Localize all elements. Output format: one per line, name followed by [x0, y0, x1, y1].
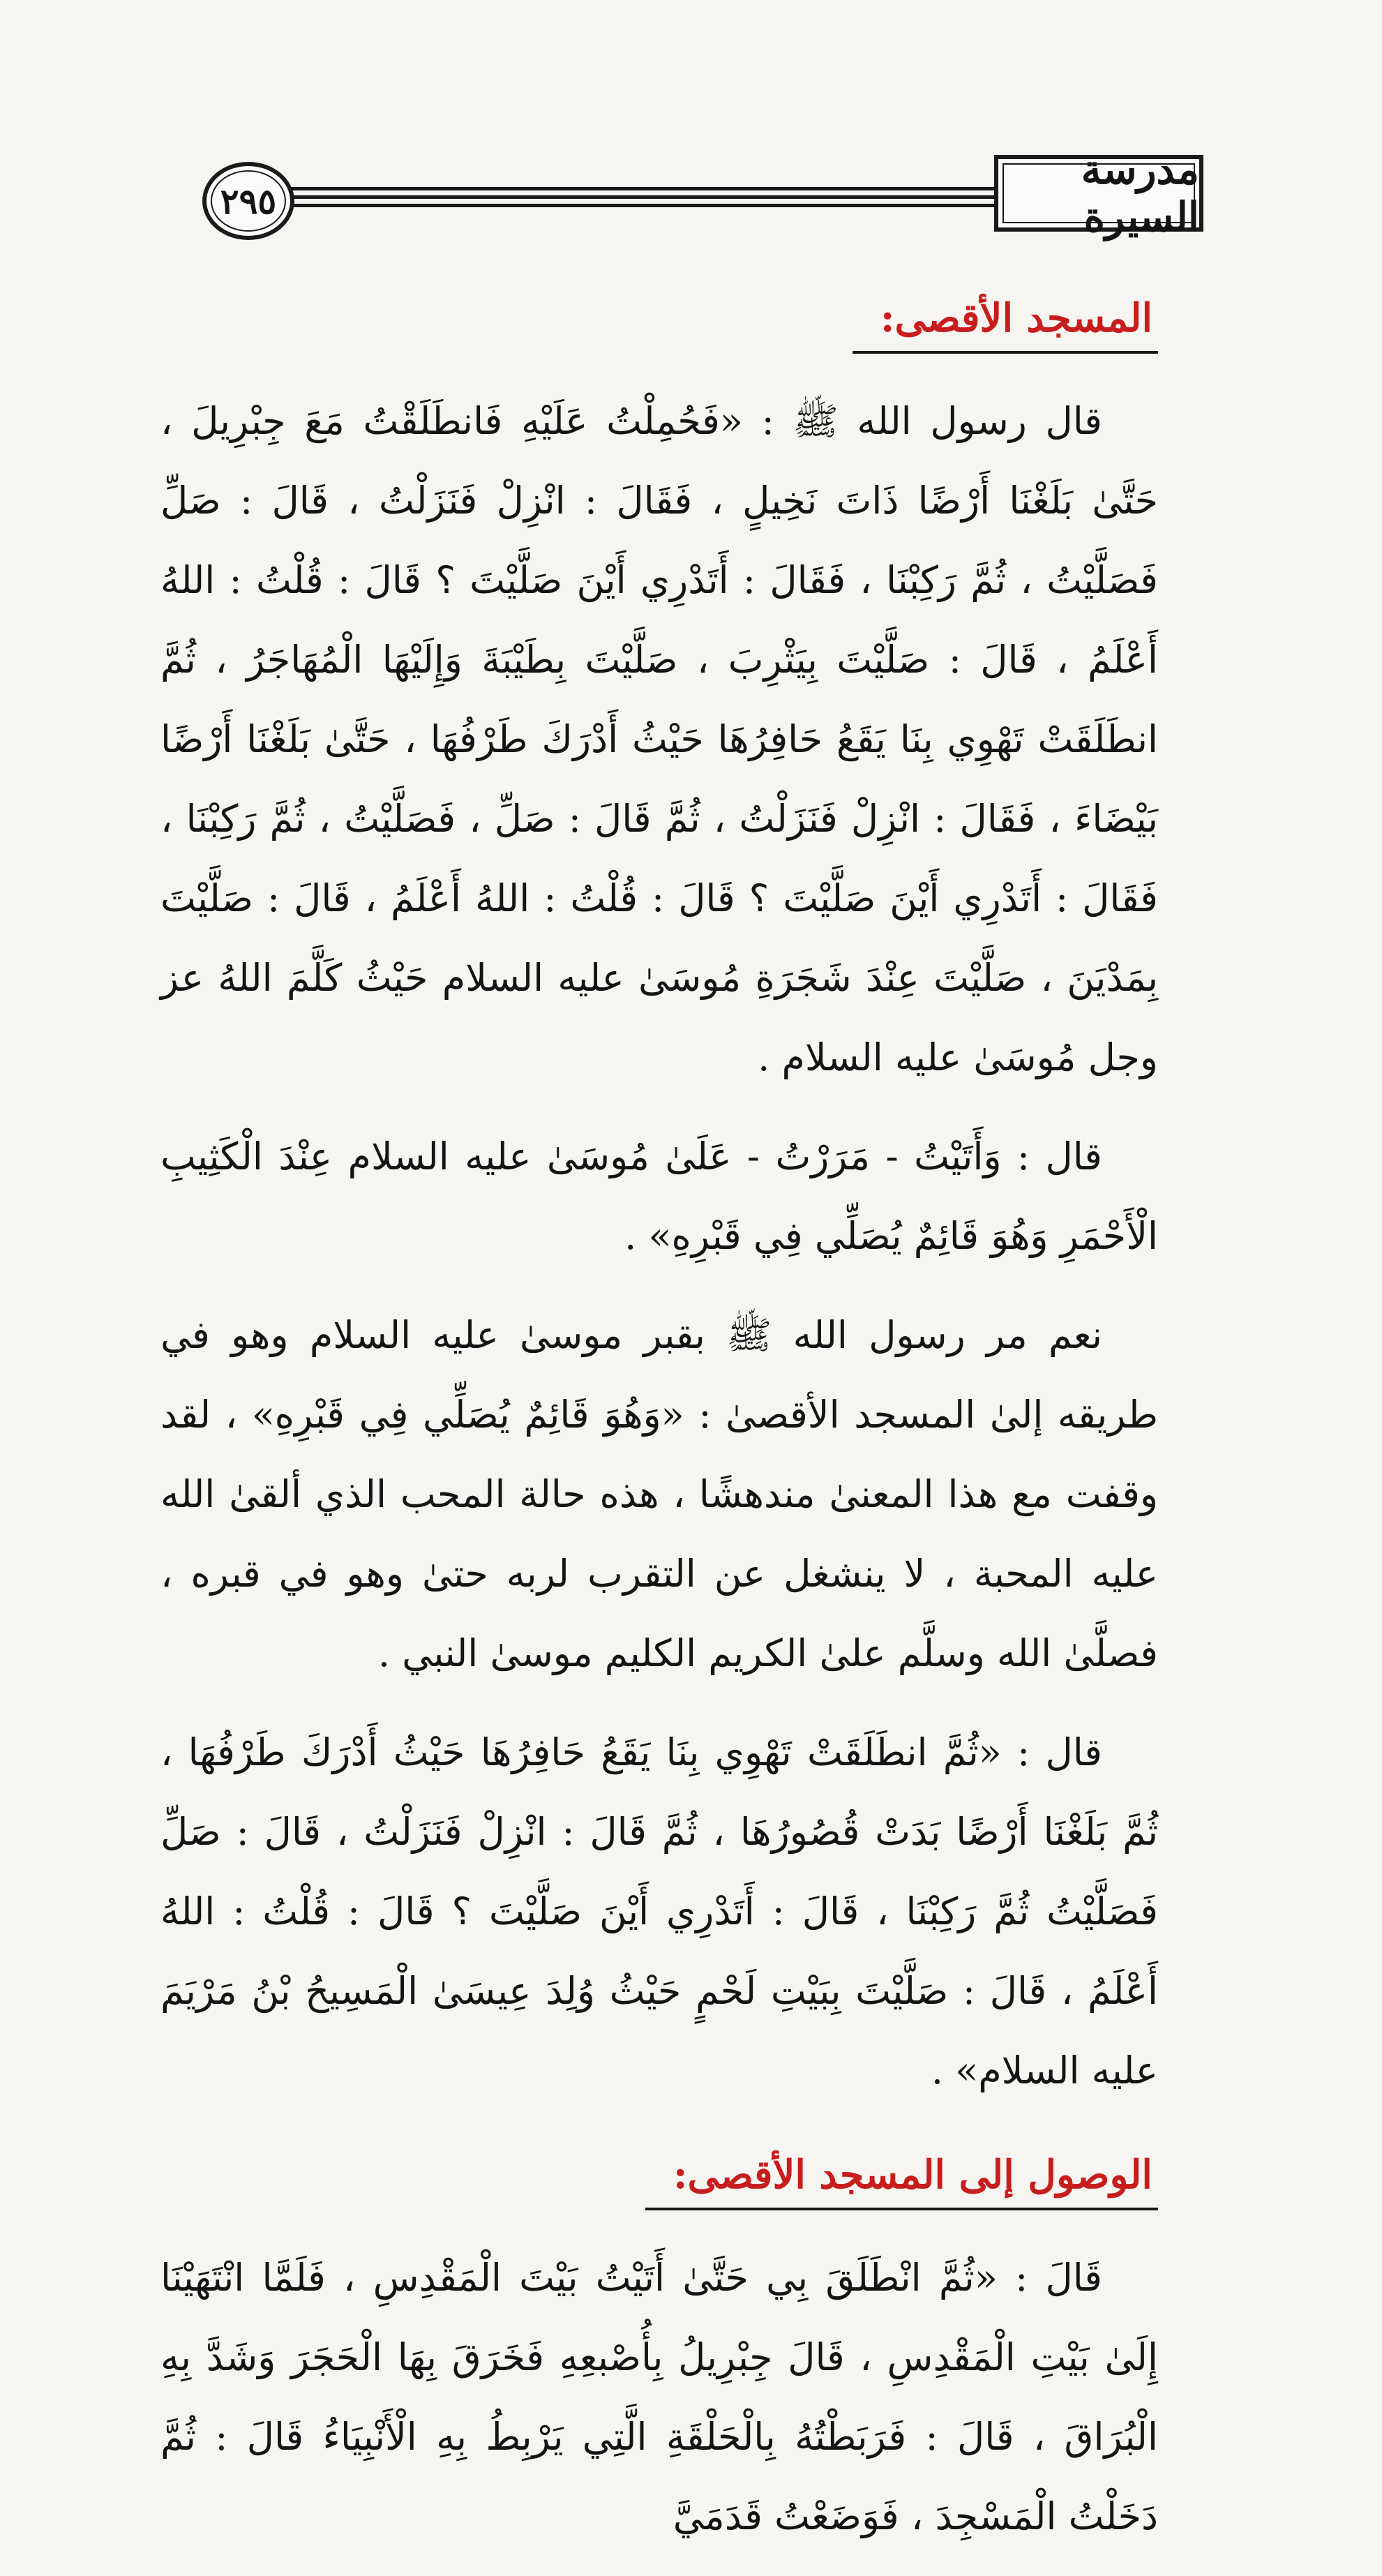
header-rule — [286, 195, 994, 199]
paragraph: قَالَ : «ثُمَّ انْطَلَقَ بِي حَتَّىٰ أَتَيْتُ بَيْتَ الْمَقْدِسِ ، فَلَمَّا انْتَهَيْنَا إِلَىٰ بَيْتِ الْمَقْدِسِ ، قَالَ جِبْرِيلُ بِأُصْبعِهِ فَخَرَقَ بِهَا الْحَجَرَ وَشَدَّ بِهِ الْبُرَاقَ ، قَالَ : فَرَبَطْتُهُ بِالْحَلْقَةِ الَّتِي يَرْبِطُ بِهِ الْأَنْبِيَاءُ قَالَ : ثُمَّ دَخَلْتُ الْمَسْجِدَ ، فَوَضَعْتُ قَدَمَيَّ — [160, 2256, 1158, 2538]
page-body — [160, 279, 1158, 2576]
paragraph: نعم مر رسول الله ﷺ بقبر موسىٰ عليه السلام وهو في طريقه إلىٰ المسجد الأقصىٰ : «وَهُوَ قَائِمٌ يُصَلِّي فِي قَبْرِهِ» ، لقد وقفت مع هذا المعنىٰ مندهشًا ، هذه حالة المحب الذي ألقىٰ الله عليه المحبة ، لا ينشغل عن التقرب لربه حتىٰ وهو في قبره ، فصلَّىٰ الله وسلَّم علىٰ الكريم الكليم موسىٰ النبي . — [160, 1313, 1158, 1675]
page-number: ٢٩٥ — [202, 162, 294, 240]
page-header — [164, 146, 1203, 241]
section-heading: المسجد الأقصى: — [853, 287, 1158, 354]
section-heading: الوصول إلى المسجد الأقصى: — [645, 2143, 1158, 2210]
header-rule — [286, 187, 994, 190]
book-title: مدرسة السيرة — [994, 155, 1203, 232]
paragraph: قال : «ثُمَّ انطَلَقَتْ تَهْوِي بِنَا يَقَعُ حَافِرُهَا حَيْثُ أَدْرَكَ طَرْفُهَا ، ثُمَّ بَلَغْنَا أَرْضًا بَدَتْ قُصُورُهَا ، ثُمَّ قَالَ : انْزِلْ فَنَزَلْتُ ، قَالَ : صَلِّ فَصَلَّيْتُ ثُمَّ رَكِبْنَا ، قَالَ : أَتَدْرِي أَيْنَ صَلَّيْتَ ؟ قَالَ : قُلْتُ : اللهُ أَعْلَمُ ، قَالَ : صَلَّيْتَ بِبَيْتِ لَحْمٍ حَيْثُ وُلِدَ عِيسَىٰ الْمَسِيحُ بْنُ مَرْيَمَ عليه السلام» . — [160, 1730, 1158, 2092]
header-rule — [286, 204, 994, 207]
paragraph: قال : وَأَتَيْتُ - مَرَرْتُ - عَلَىٰ مُوسَىٰ عليه السلام عِنْدَ الْكَثِيبِ الْأَحْمَرِ وَهُوَ قَائِمٌ يُصَلِّي فِي قَبْرِهِ» . — [160, 1135, 1158, 1258]
paragraph: قال رسول الله ﷺ : «فَحُمِلْتُ عَلَيْهِ فَانطَلَقْتُ مَعَ جِبْرِيلَ ، حَتَّىٰ بَلَغْنَا أَرْضًا ذَاتَ نَخِيلٍ ، فَقَالَ : انْزِلْ فَنَزَلْتُ ، قَالَ : صَلِّ فَصَلَّيْتُ ، ثُمَّ رَكِبْنَا ، فَقَالَ : أَتَدْرِي أَيْنَ صَلَّيْتَ ؟ قَالَ : قُلْتُ : اللهُ أَعْلَمُ ، قَالَ : صَلَّيْتَ بِيَثْرِبَ ، صَلَّيْتَ بِطَيْبَةَ وَإِلَيْهَا الْمُهَاجَرُ ، ثُمَّ انطَلَقَتْ تَهْوِي بِنَا يَقَعُ حَافِرُهَا حَيْثُ أَدْرَكَ طَرْفُهَا ، حَتَّىٰ بَلَغْنَا أَرْضًا بَيْضَاءَ ، فَقَالَ : انْزِلْ فَنَزَلْتُ ، ثُمَّ قَالَ : صَلِّ ، فَصَلَّيْتُ ، ثُمَّ رَكِبْنَا ، فَقَالَ : أَتَدْرِي أَيْنَ صَلَّيْتَ ؟ قَالَ : قُلْتُ : اللهُ أَعْلَمُ ، قَالَ : صَلَّيْتَ بِمَدْيَنَ ، صَلَّيْتَ عِنْدَ شَجَرَةِ مُوسَىٰ عليه السلام حَيْثُ كَلَّمَ اللهُ عز وجل مُوسَىٰ عليه السلام . — [160, 399, 1158, 1079]
